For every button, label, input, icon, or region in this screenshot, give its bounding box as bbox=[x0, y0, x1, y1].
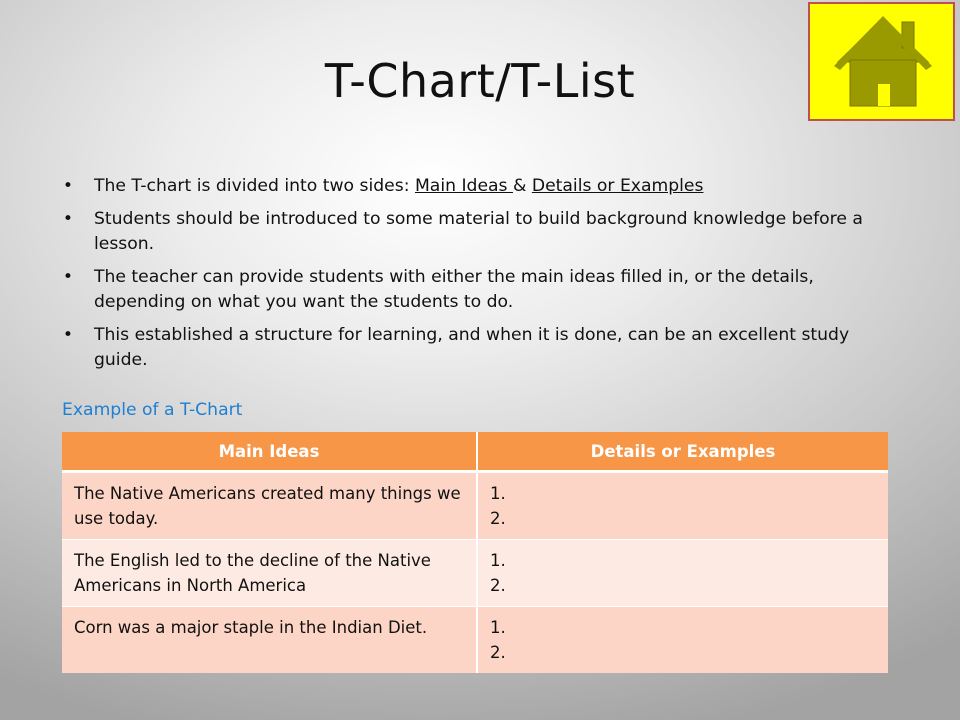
bullet-text: The teacher can provide students with either the main ideas filled in, or the details, depending on what you want the students to do. bbox=[94, 267, 814, 312]
table-row bbox=[62, 540, 888, 607]
slide-title: T-Chart/T-List bbox=[324, 54, 636, 108]
main-idea-cell: The English led to the decline of the Native Americans in North America bbox=[62, 540, 477, 607]
bullet-dot: • bbox=[62, 267, 74, 287]
bullet-list bbox=[62, 174, 892, 381]
detail-item: 1. bbox=[490, 484, 506, 503]
detail-item: 2. bbox=[490, 509, 506, 528]
bullet-item bbox=[62, 207, 892, 257]
bullet-text: This established a structure for learning, and when it is done, can be an excellent study guide. bbox=[94, 325, 850, 370]
detail-item: 1. bbox=[490, 618, 506, 637]
detail-item: 2. bbox=[490, 643, 506, 662]
underlined-term: Main Ideas bbox=[414, 176, 513, 196]
bullet-text: Students should be introduced to some material to build background knowledge before a lesson. bbox=[94, 209, 863, 254]
main-idea-cell: The Native Americans created many things we use today. bbox=[62, 472, 477, 540]
home-button[interactable] bbox=[808, 2, 955, 121]
bullet-text: The T-chart is divided into two sides: Main Ideas & Details or Examples bbox=[94, 176, 704, 196]
bullet-item bbox=[62, 265, 892, 315]
details-cell bbox=[477, 540, 888, 607]
bullet-item bbox=[62, 323, 892, 373]
column-header-details: Details or Examples bbox=[477, 432, 888, 472]
bullet-dot: • bbox=[62, 176, 74, 196]
table-row bbox=[62, 472, 888, 540]
main-idea-cell: Corn was a major staple in the Indian Diet. bbox=[62, 607, 477, 674]
column-header-main-ideas: Main Ideas bbox=[62, 432, 477, 472]
underlined-term: Details or Examples bbox=[531, 176, 704, 196]
table-row bbox=[62, 607, 888, 674]
detail-item: 1. bbox=[490, 551, 506, 570]
bullet-item bbox=[62, 174, 892, 199]
details-cell bbox=[477, 607, 888, 674]
bullet-dot: • bbox=[62, 209, 74, 229]
table-header-row bbox=[62, 432, 888, 472]
table-caption: Example of a T-Chart bbox=[62, 400, 243, 420]
t-chart-table bbox=[62, 432, 888, 673]
detail-item: 2. bbox=[490, 576, 506, 595]
details-cell bbox=[477, 472, 888, 540]
bullet-dot: • bbox=[62, 325, 74, 345]
home-icon bbox=[810, 4, 957, 123]
